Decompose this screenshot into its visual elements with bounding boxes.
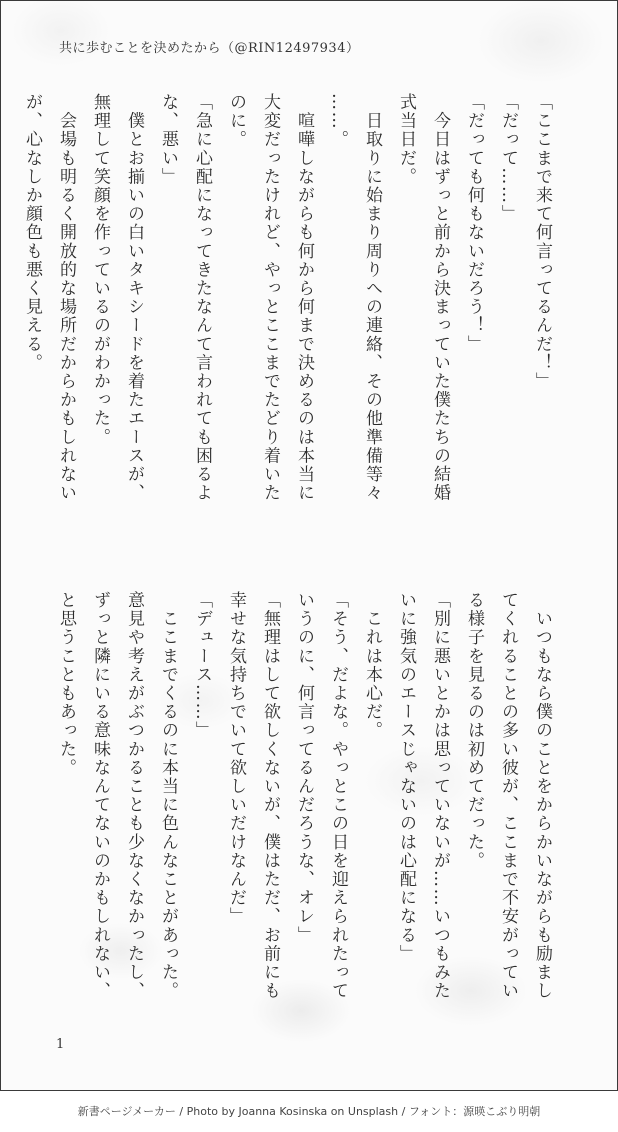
text-line: と思うこともあった。 [56,591,76,777]
page-number: 1 [56,1037,65,1052]
footer-credit: 新書ページメーカー / Photo by Joanna Kosinska on Unsplash / フォント：源暎こぶり明朝 [77,1105,541,1118]
text-line: 喧嘩しながらも何から何まで決めるのは本当に [294,93,314,503]
text-line: な、悪い」 [158,93,178,186]
text-line: ここまでくるのに本当に色んなことがあった。 [158,591,178,1001]
text-line: 無理して笑顔を作っているのがわかった。 [90,93,110,447]
text-line: 「無理はして欲しくないが、僕はただ、お前にも [260,591,280,1001]
text-line: 「そう、だよな。やっとこの日を迎えられたって [328,591,348,1001]
text-line: 「だって……」 [498,93,518,224]
text-line: ずっと隣にいる意味なんてないのかもしれない、 [90,591,110,1001]
text-line: 意見や考えがぶつかることも少なくなかったし、 [124,591,144,1001]
text-line: これは本心だ。 [362,591,382,740]
text-line: 幸せな気持ちでいて欲しいだけなんだ」 [226,591,246,926]
text-line: 「デュース……」 [192,591,212,740]
text-line: る様子を見るのは初めてだった。 [464,591,484,870]
text-line: が、心なしか顔色も悪く見える。 [22,93,42,372]
text-line: いつもなら僕のことをからかいながらも励まし [532,591,552,1001]
text-line: 式当日だ。 [396,93,416,186]
text-line: ……。 [328,93,348,149]
text-line: 会場も明るく開放的な場所だからかもしれない [56,93,76,503]
text-line: 「別に悪いとかは思っていないが……いつもみた [430,591,450,1001]
text-line: いに強気のエースじゃないのは心配になる」 [396,591,416,963]
text-line: いうのに、何言ってるんだろうな、オレ」 [294,591,314,945]
text-line: 「急に心配になってきたなんて言われても困るよ [192,93,212,503]
text-line: 「だっても何もないだろう！」 [464,93,484,354]
page-header-title: 共に歩むことを決めたから（@RIN12497934） [59,41,360,56]
text-block-top [15,93,559,508]
text-line: 大変だったけれど、やっとここまでたどり着いた [260,93,280,503]
text-line: のに。 [226,93,246,149]
text-line: 僕とお揃いの白いタキシードを着たエースが、 [124,93,144,503]
text-line: 今日はずっと前から決まっていた僕たちの結婚 [430,93,450,503]
text-line: 日取りに始まり周りへの連絡、その他準備等々 [362,93,382,503]
text-line: てくれることの多い彼が、ここまで不安がってい [498,591,518,1001]
text-line: 「ここまで来て何言ってるんだ！」 [532,93,552,391]
text-block-bottom [49,591,559,1011]
